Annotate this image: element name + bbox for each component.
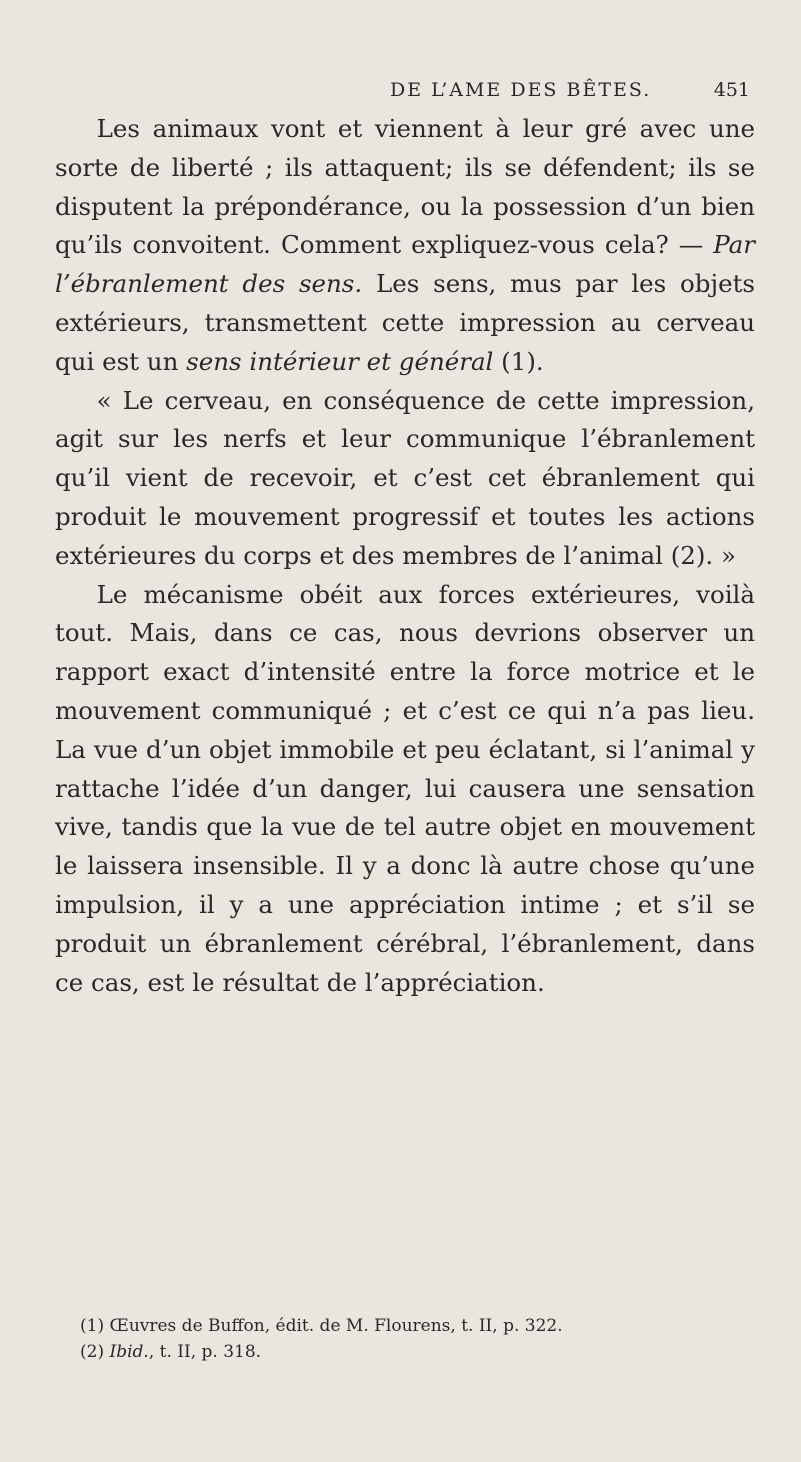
page-number: 451: [713, 79, 750, 101]
paragraph-3: Le mécanisme obéit aux forces extérieures, voilà tout. Mais, dans ce cas, nous devrions observer un rapport exact d’intensité entre la force motrice et le mouvement communiqué ; et c’est ce qui n’a pas lieu. La vue d’un objet immobile et peu éclatant, si l’animal y rattache l’idée d’un danger, lui causera une sensation vive, tandis que la vue de tel autre objet en mouvement le laissera insensible. Il y a donc là autre chose qu’une impulsion, il y a une appréciation intime ; et s’il se produit un ébranlement cérébral, l’ébranlement, dans ce cas, est le résultat de l’appréciation.: [55, 579, 755, 997]
footnote-1-text: Œuvres de Buffon, édit. de M. Flourens, t. II, p. 322.: [109, 1316, 563, 1336]
running-head: [390, 79, 750, 111]
running-head-title: DE L’AME DES BÊTES.: [390, 79, 652, 101]
footnote-2-italic: Ibid.: [109, 1342, 149, 1362]
paragraph-1-text-c: (1).: [493, 346, 544, 376]
paragraph-1-italic-a: Par l’ébranlement des sens.: [55, 230, 755, 299]
footnote-2-text: , t. II, p. 318.: [148, 1342, 262, 1362]
paragraph-1-text-a: Les animaux vont et viennent à leur gré avec une sorte de liberté ; ils attaquent; ils se défendent; ils se disputent la prépondérance, ou la possession d’un bien qu’ils convoitent. Comment expliquez-vous cela? —: [55, 114, 755, 260]
footnotes: [80, 1313, 760, 1365]
paragraph-1-italic-b: sens intérieur et général: [186, 346, 494, 376]
footnote-2: [80, 1339, 760, 1365]
paragraph-1: [55, 110, 755, 382]
footnote-1: [80, 1313, 760, 1339]
paragraph-2: « Le cerveau, en conséquence de cette impression, agit sur les nerfs et leur communique l’ébranlement qu’il vient de recevoir, et c’est cet ébranlement qui produit le mouvement progressif et toutes les actions extérieures du corps et des membres de l’animal (2). »: [55, 385, 755, 570]
footnote-2-marker: (2): [80, 1342, 110, 1362]
body-text: [55, 110, 755, 1002]
footnote-1-marker: (1): [80, 1316, 110, 1336]
paragraph-1-text-b: Les sens, mus par les objets extérieurs, transmettent cette impression au cerveau qui est un: [55, 269, 755, 376]
